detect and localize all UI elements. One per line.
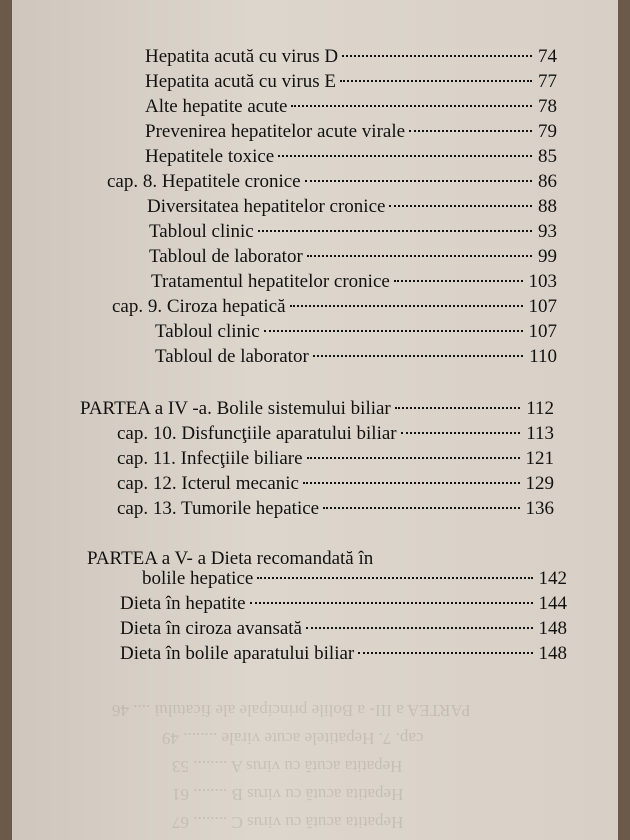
page-number: 136: [525, 498, 554, 519]
entry-label: Tratamentul hepatitelor cronice: [151, 271, 390, 292]
entry-label: cap. 9. Ciroza hepatică: [112, 296, 286, 317]
ghost-line: cap. 7. Hepatitele acute virale ........ 49: [162, 729, 424, 748]
ghost-line: Hepatita acută cu virus C ........ 67: [172, 813, 404, 832]
toc-chapter: [117, 448, 554, 474]
toc-entry: [151, 271, 557, 297]
leader-dots: [290, 305, 523, 307]
leader-dots: [264, 330, 523, 332]
toc-entry: [145, 146, 557, 172]
entry-label: Tabloul de laborator: [155, 346, 309, 367]
page-number: 107: [528, 296, 557, 317]
ghost-line: Hepatita acută cu virus B ........ 61: [172, 785, 404, 804]
page-number: 142: [538, 568, 567, 589]
toc-chapter: [107, 171, 557, 197]
entry-label: Hepatitele toxice: [145, 146, 275, 167]
page-number: 99: [538, 246, 557, 267]
entry-label: cap. 11. Infecţiile biliare: [117, 448, 303, 469]
toc-entry: [145, 121, 557, 147]
entry-label: cap. 8. Hepatitele cronice: [107, 171, 301, 192]
page-number: 93: [538, 221, 557, 242]
toc-entry: [120, 593, 567, 619]
leader-dots: [291, 105, 532, 107]
toc-entry: [142, 568, 567, 594]
page-number: 112: [526, 398, 554, 419]
entry-label: Diversitatea hepatitelor cronice: [147, 196, 386, 217]
page-number: 113: [526, 423, 554, 444]
leader-dots: [342, 55, 532, 57]
entry-label: Dieta în ciroza avansată: [120, 618, 302, 639]
leader-dots: [307, 255, 532, 257]
leader-dots: [409, 130, 532, 132]
page-number: 103: [528, 271, 557, 292]
leader-dots: [307, 457, 520, 459]
page-number: 148: [538, 618, 567, 639]
toc-entry: [145, 96, 557, 122]
leader-dots: [257, 577, 532, 579]
toc-entry: [155, 321, 557, 347]
leader-dots: [278, 155, 532, 157]
page-number: 77: [538, 71, 557, 92]
leader-dots: [401, 432, 521, 434]
page-number: 144: [538, 593, 567, 614]
leader-dots: [305, 180, 532, 182]
leader-dots: [395, 407, 520, 409]
toc-chapter: [112, 296, 557, 322]
entry-label: Hepatita acută cu virus E: [145, 71, 336, 92]
book-page: [12, 0, 618, 840]
leader-dots: [323, 507, 519, 509]
page-number: 129: [525, 473, 554, 494]
toc-entry: [149, 221, 557, 247]
leader-dots: [340, 80, 532, 82]
leader-dots: [313, 355, 523, 357]
entry-label: Tabloul clinic: [155, 321, 260, 342]
leader-dots: [358, 652, 532, 654]
toc-entry: [145, 46, 557, 72]
page-number: 86: [538, 171, 557, 192]
page-number: 121: [525, 448, 554, 469]
toc-entry: [155, 346, 557, 372]
entry-label: bolile hepatice: [142, 568, 254, 589]
leader-dots: [258, 230, 532, 232]
page-number: 79: [538, 121, 557, 142]
toc-entry: [120, 618, 567, 644]
leader-dots: [250, 602, 533, 604]
entry-label: cap. 13. Tumorile hepatice: [117, 498, 320, 519]
entry-label: Tabloul clinic: [149, 221, 254, 242]
entry-label: Alte hepatite acute: [145, 96, 288, 117]
entry-label: Hepatita acută cu virus D: [145, 46, 339, 67]
entry-label: Dieta în bolile aparatului biliar: [120, 643, 355, 664]
toc-entry: [145, 71, 557, 97]
toc-part-heading: [80, 398, 554, 424]
ghost-line: PARTEA a III- a Bolile principale ale ficatului .... 46: [112, 701, 471, 720]
leader-dots: [306, 627, 533, 629]
page-number: 88: [538, 196, 557, 217]
entry-label: cap. 12. Icterul mecanic: [117, 473, 299, 494]
toc-chapter: [117, 423, 554, 449]
ghost-line: Hepatita acută cu virus A ........ 53: [172, 757, 403, 776]
toc-entry: [120, 643, 567, 669]
page-number: 85: [538, 146, 557, 167]
toc-entry: [149, 246, 557, 272]
page-number: 74: [538, 46, 557, 67]
toc-entry: [147, 196, 557, 222]
page-number: 78: [538, 96, 557, 117]
page-number: 107: [528, 321, 557, 342]
entry-label: Prevenirea hepatitelor acute virale: [145, 121, 406, 142]
page-number: 148: [538, 643, 567, 664]
toc-chapter: [117, 473, 554, 499]
toc-part-heading: PARTEA a V- a Dieta recomandată în: [87, 548, 374, 569]
entry-label: Dieta în hepatite: [120, 593, 246, 614]
leader-dots: [303, 482, 520, 484]
toc-chapter: [117, 498, 554, 524]
entry-label: PARTEA a IV -a. Bolile sistemului biliar: [80, 398, 391, 419]
entry-label: Tabloul de laborator: [149, 246, 303, 267]
leader-dots: [389, 205, 532, 207]
page-number: 110: [529, 346, 557, 367]
entry-label: cap. 10. Disfuncţiile aparatului biliar: [117, 423, 397, 444]
leader-dots: [394, 280, 523, 282]
